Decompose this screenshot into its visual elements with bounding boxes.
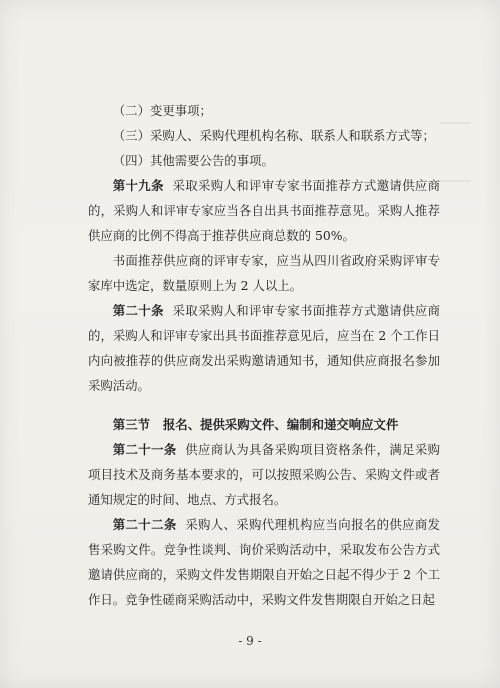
article-19-label: 第十九条	[112, 178, 164, 193]
page-number: - 9 -	[238, 634, 262, 648]
article-19-paragraph-2: 书面推荐供应商的评审专家，应当从四川省政府采购评审专家库中选定，数量原则上为 2 人以上。	[88, 253, 440, 293]
article-22-text: 采购人、采购代理机构应当向报名的供应商发售采购文件。竞争性谈判、询价采购活动中，采取发布公告方式邀请供应商的，采购文件发售期限自开始之日起不得少于 2 个工作日。竞争性磋商采购活动中，采购文件发售期限自开始之日起	[88, 517, 441, 607]
article-20-label: 第二十条	[112, 303, 164, 318]
list-item-4: （四）其他需要公告的事项。	[112, 153, 274, 168]
article-21	[88, 437, 440, 512]
list-item-3: （三）采购人、采购代理机构名称、联系人和联系方式等；	[112, 128, 435, 143]
section-3-heading	[88, 412, 440, 437]
document-body	[88, 98, 440, 612]
list-item-2: （二）变更事项；	[112, 103, 212, 118]
section-3-label: 第三节	[112, 417, 150, 432]
article-21-label: 第二十一条	[112, 442, 177, 457]
article-21-text: 供应商认为具备采购项目资格条件，满足采购项目技术及商务基本要求的，可以按照采购公告、采购文件或者通知规定的时间、地点、方式报名。	[88, 442, 441, 507]
article-20-text: 采取采购人和评审专家书面推荐方式邀请供应商的，采购人和评审专家出具书面推荐意见后，应当在 2 个工作日内向被推荐的供应商发出采购邀请通知书，通知供应商报名参加采购活动。	[88, 303, 440, 393]
article-19	[88, 173, 440, 248]
section-3-title: 报名、提供采购文件、编制和递交响应文件	[162, 417, 399, 432]
article-22	[88, 512, 440, 612]
article-20	[88, 298, 440, 398]
show-through-mark	[440, 180, 470, 182]
section-gap	[88, 398, 440, 412]
show-through-mark	[440, 122, 470, 124]
article-19-text: 采取采购人和评审专家书面推荐方式邀请供应商的，采购人和评审专家应当各自出具书面推荐意见。采购人推荐供应商的比例不得高于推荐供应商总数的 50%。	[88, 178, 440, 243]
article-22-label: 第二十二条	[112, 517, 177, 532]
